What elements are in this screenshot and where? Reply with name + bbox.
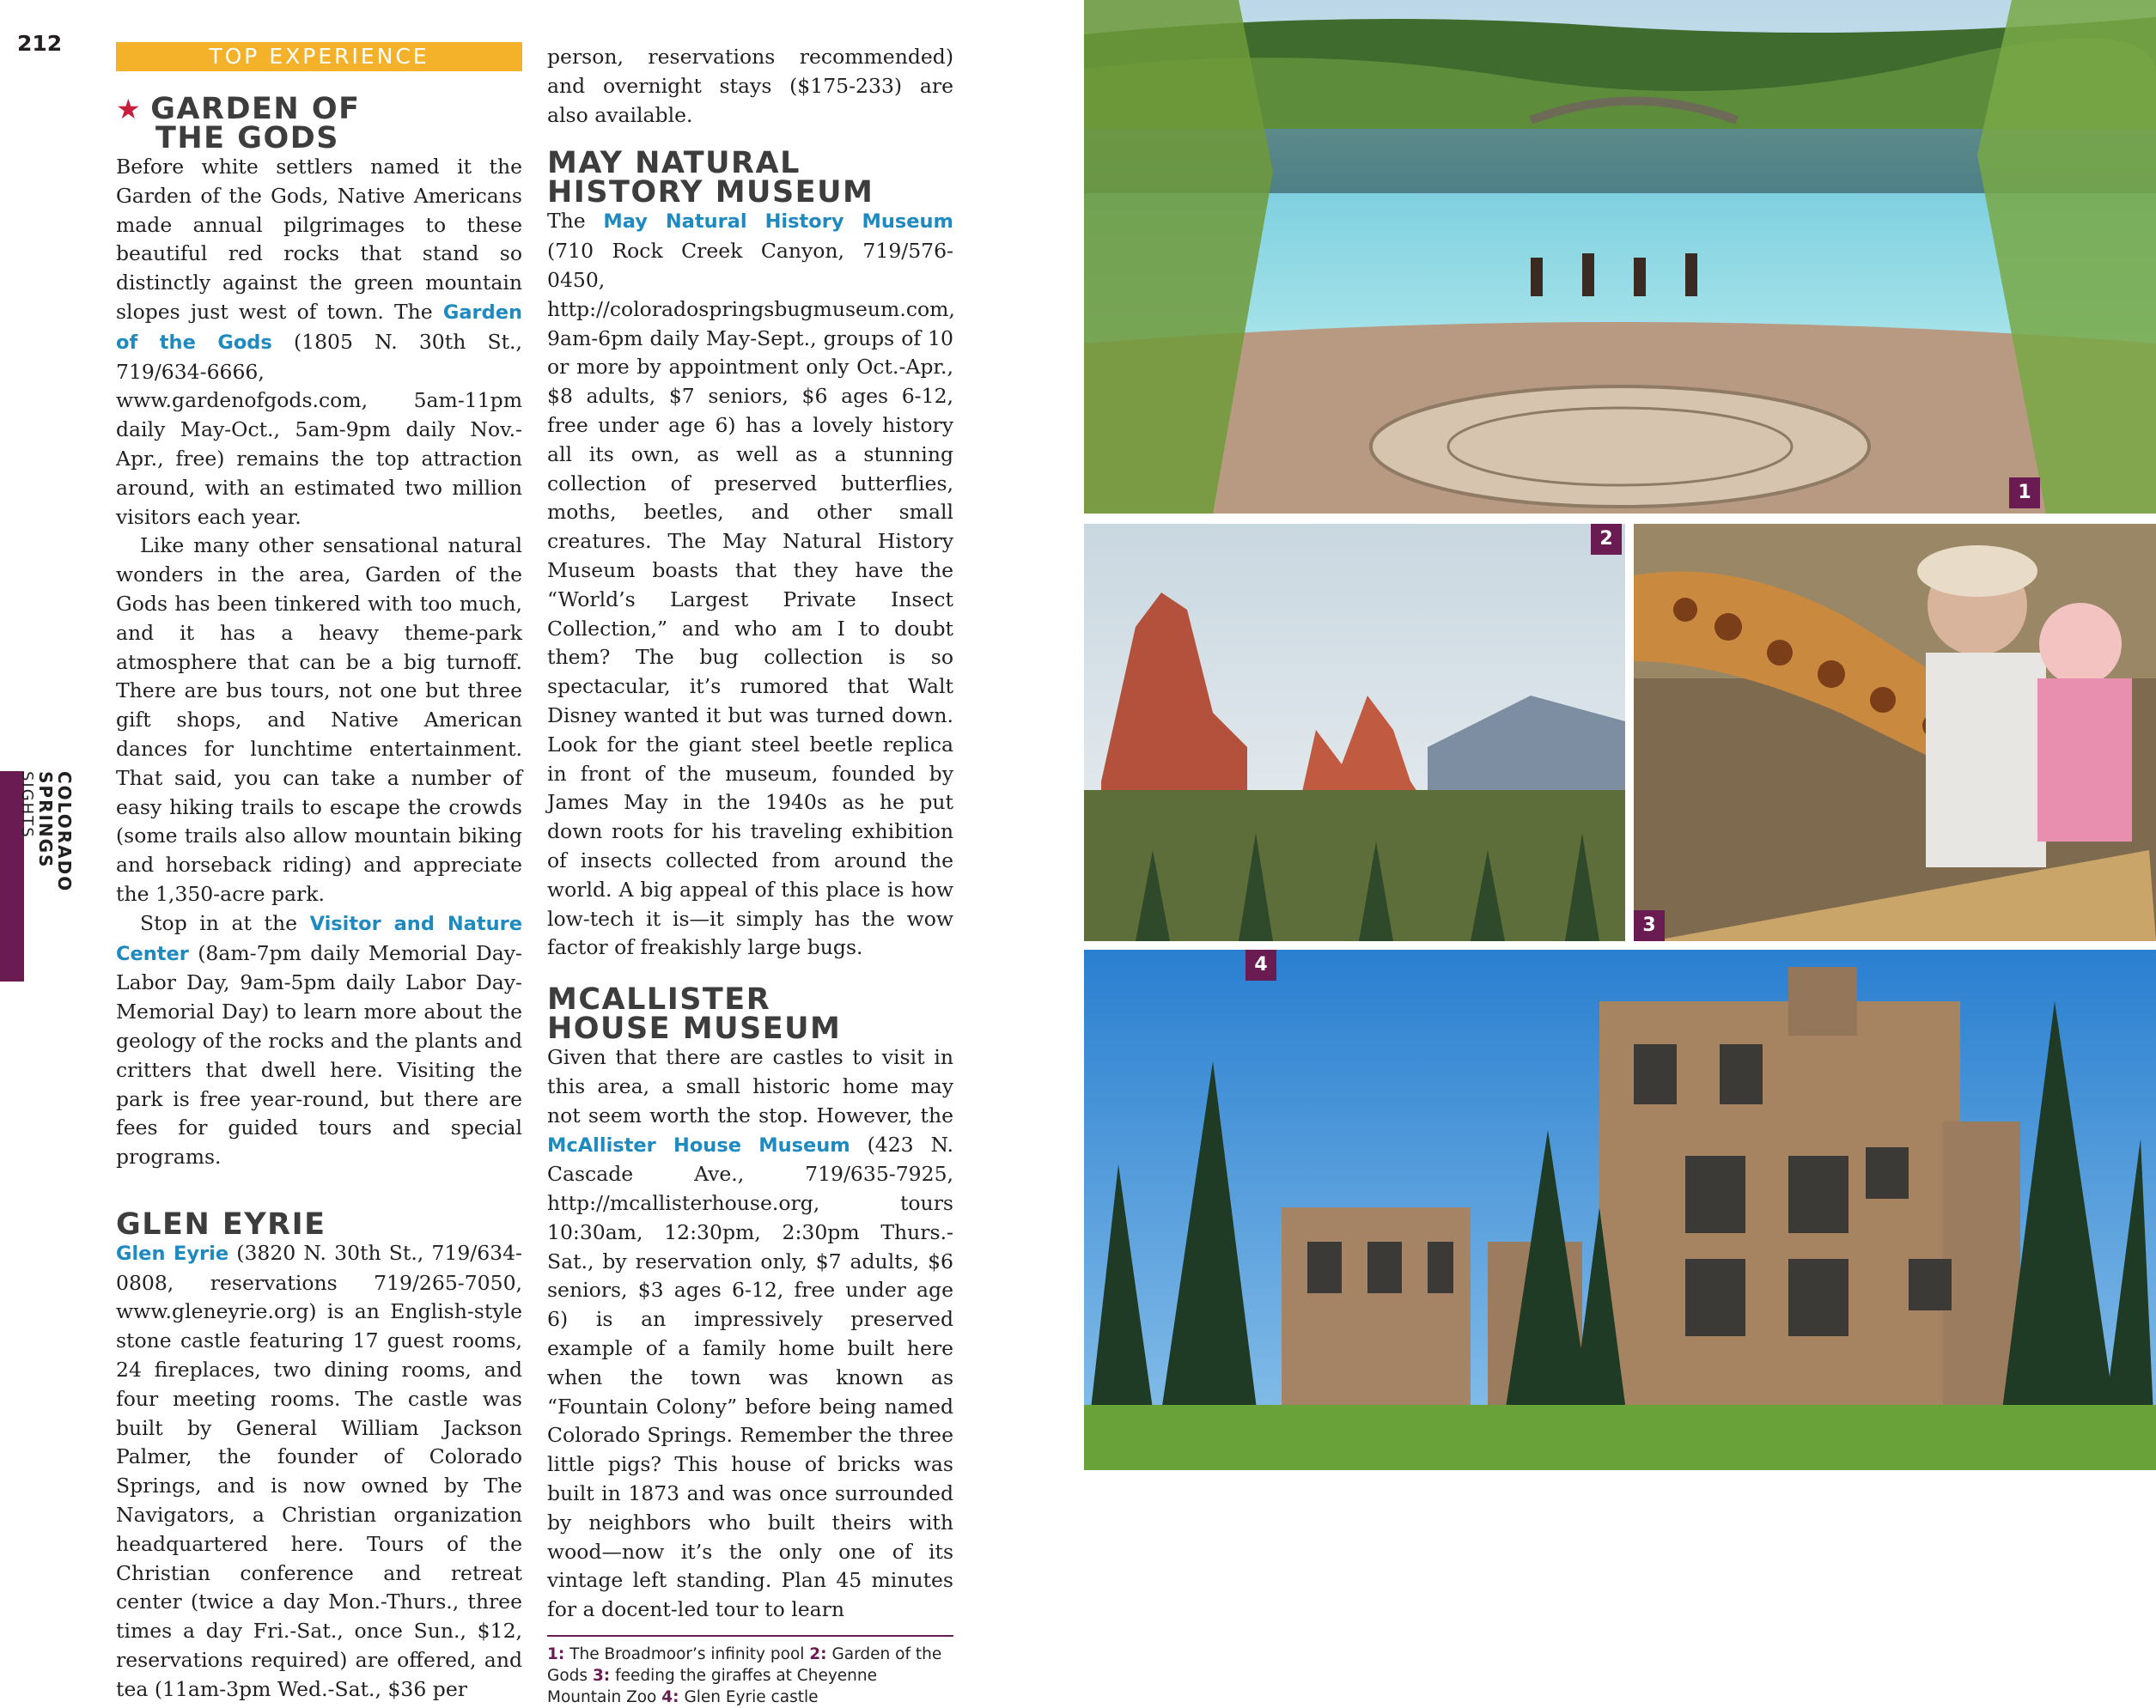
may-heading: MAY NATURAL HISTORY MUSEUM bbox=[547, 146, 874, 210]
photo-badge-4: 4 bbox=[1245, 950, 1276, 981]
top-experience-banner: TOP EXPERIENCE bbox=[116, 42, 522, 71]
photo-badge-3: 3 bbox=[1634, 910, 1665, 941]
glen-heading: GLEN EYRIE bbox=[116, 1207, 326, 1242]
garden-link[interactable]: Garden of the Gods bbox=[116, 301, 522, 354]
garden-paragraph-2: Like many other sensational natural wonders in the area, Garden of the Gods has been tinkered with too much, and it has a heavy theme-park atmosphere that can be a big turnoff. There are bus tours, not one but three gift shops, and Native American dances for lunchtime entertainment. That said, you can take a number of easy hiking trails to escape the crowds (some trails also allow mountain biking and horseback riding) and appreciate the 1,350-acre park. bbox=[116, 533, 522, 906]
glen-paragraph: Glen Eyrie (3820 N. 30th St., 719/634-0808, reservations 719/265-7050, www.gleneyrie.org) is an English-style stone castle featuring 17 guest rooms, 24 fireplaces, two dining rooms, and four meeting rooms. The castle was built by General William Jackson Palmer, the founder of Colorado Springs, and is now owned by The Navigators, a Christian organization headquartered here. Tours of the Christian conference and retreat center (twice a day Mon.-Thurs., three times a day Fri.-Sat., once Sun., $12, reservations required) are offered, and tea (11am-3pm Wed.-Sat., $36 per bbox=[116, 1240, 522, 1701]
glen-continued: person, reservations recommended) and overnight stays ($175-233) are also available. bbox=[547, 45, 953, 127]
photo-giraffe-feeding bbox=[1634, 524, 2156, 941]
photo-badge-2: 2 bbox=[1591, 524, 1622, 555]
garden-paragraph-3: Stop in at the Visitor and Nature Center (8am-7pm daily Memorial Day-Labor Day, 9am-5pm daily Labor Day-Memorial Day) to learn more about the geology of the rocks and the plants and critters that dwell here. Visiting the park is free year-round, but there are fees for guided tours and special programs. bbox=[116, 910, 522, 1170]
star-icon: ★ bbox=[116, 93, 143, 125]
photo-glen-eyrie-castle bbox=[1084, 950, 2156, 1470]
section-tab bbox=[18, 771, 75, 982]
photo-infinity-pool bbox=[1084, 0, 2156, 514]
mcallister-heading: MCALLISTER HOUSE MUSEUM bbox=[547, 982, 842, 1047]
text-column-1 bbox=[116, 94, 522, 1705]
text-column-2 bbox=[547, 43, 953, 1708]
mcallister-link[interactable]: McAllister House Museum bbox=[547, 1134, 850, 1157]
photo-captions: 1: The Broadmoor’s infinity pool 2: Garden of the Gods 3: feeding the giraffes at Cheyenne Mountain Zoo 4: Glen Eyrie castle bbox=[547, 1635, 953, 1708]
mcallister-paragraph: Given that there are castles to visit in this area, a small historic home may not seem worth the stop. However, the McAllister House Museum (423 N. Cascade Ave., 719/635-7925, http://mcallisterhouse.org, tours 10:30am, 12:30pm, 2:30pm Thurs.-Sat., by reservation only, $7 adults, $6 seniors, $3 ages 6-12, free under age 6) is an impressively preserved example of a family home built here when the town was known as “Fountain Colony” before being named Colorado Springs. Remember the three little pigs? This house of bricks was built in 1873 and was once surrounded by neighbors who built theirs with wood—now it’s the only one of its vintage left standing. Plan 45 minutes for a docent-led tour to learn bbox=[547, 1045, 953, 1622]
may-paragraph: The May Natural History Museum (710 Rock Creek Canyon, 719/576-0450, http://coloradospringsbugmuseum.com, 9am-6pm daily May-Sept., groups of 10 or more by appointment only Oct.-Apr., $8 adults, $7 seniors, $6 ages 6-12, free under age 6) has a lovely history all its own, as well as a stunning collection of preserved butterflies, moths, beetles, and other small creatures. The May Natural History Museum boasts that they have the “World’s Largest Private Insect Collection,” and who am I to doubt them? The bug collection is so spectacular, it’s rumored that Walt Disney wanted it but was turned down. Look for the giant steel beetle replica in front of the museum, founded by James May in the 1940s as he put down roots for his traveling exhibition of insects collected from around the world. A big appeal of this place is how low-tech it is—it simply has the wow factor of freakishly large bugs. bbox=[547, 209, 955, 960]
garden-paragraph-1: Before white settlers named it the Garden of the Gods, Native Americans made annual pilgrimages to these beautiful red rocks that stand so distinctly against the green mountain slopes just west of town. The Garden of the Gods (1805 N. 30th St., 719/634-6666, www.gardenofgods.com, 5am-11pm daily May-Oct., 5am-9pm daily Nov.-Apr., free) remains the top attraction around, with an estimated two million visitors each year. bbox=[116, 155, 522, 529]
section-city: COLORADO SPRINGS bbox=[35, 771, 75, 893]
photo-badge-1: 1 bbox=[2009, 477, 2040, 508]
page-number: 212 bbox=[17, 31, 63, 56]
garden-heading: ★ GARDEN OF THE GODS bbox=[116, 92, 361, 155]
photo-garden-of-the-gods bbox=[1084, 524, 1625, 941]
may-link[interactable]: May Natural History Museum bbox=[603, 210, 953, 234]
visitor-center-link[interactable]: Visitor and Nature Center bbox=[116, 912, 522, 965]
section-name: SIGHTS bbox=[18, 771, 36, 839]
glen-link[interactable]: Glen Eyrie bbox=[116, 1242, 229, 1265]
